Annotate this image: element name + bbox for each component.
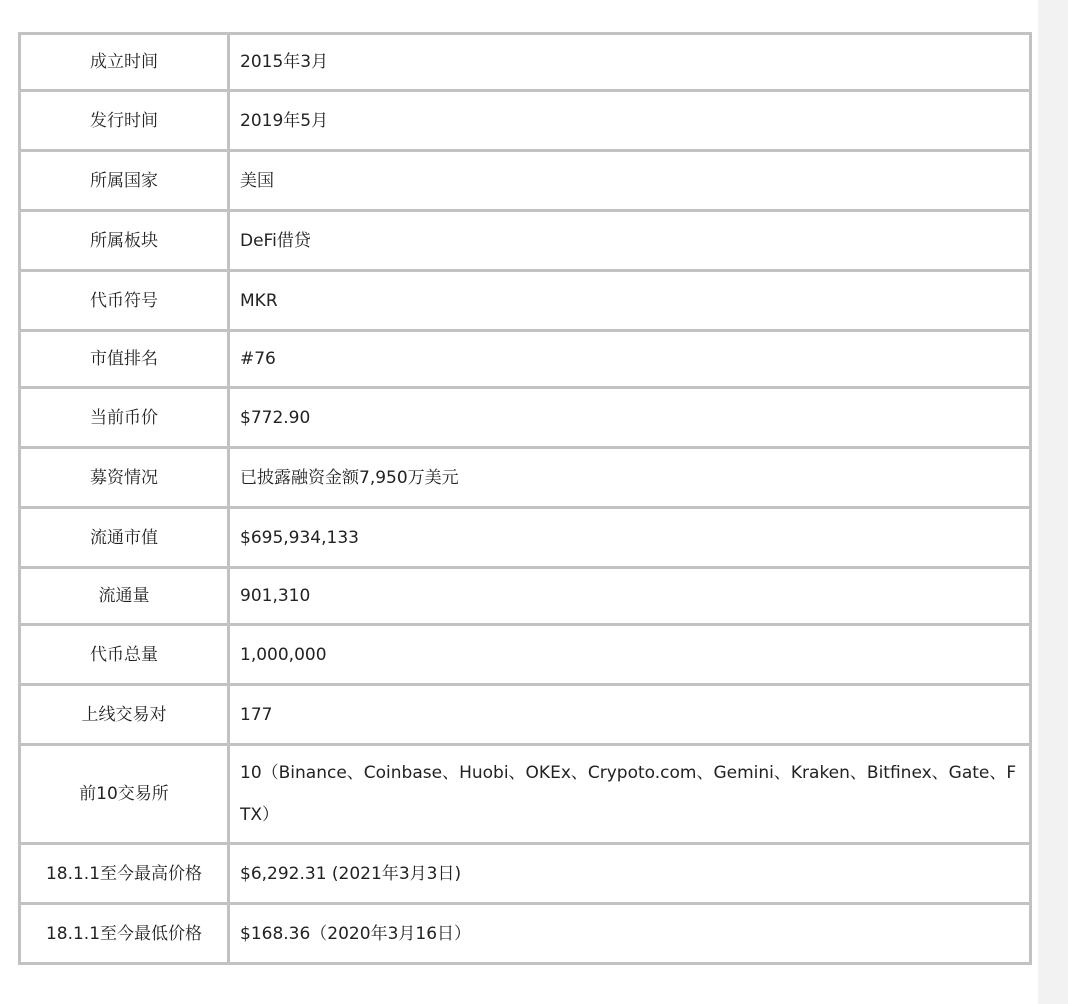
- row-value: $772.90: [229, 388, 1031, 448]
- scrollbar-track: [1038, 0, 1068, 1004]
- row-label: 代币符号: [20, 271, 229, 331]
- row-label: 成立时间: [20, 34, 229, 91]
- table-row: [20, 271, 1031, 331]
- table-row: [20, 331, 1031, 388]
- row-label: 当前币价: [20, 388, 229, 448]
- row-label: 上线交易对: [20, 685, 229, 745]
- table-row: [20, 34, 1031, 91]
- row-value: 2019年5月: [229, 91, 1031, 151]
- row-value: $168.36（2020年3月16日）: [229, 904, 1031, 964]
- row-label: 市值排名: [20, 331, 229, 388]
- row-label: 代币总量: [20, 625, 229, 685]
- table-row: [20, 211, 1031, 271]
- table-row: [20, 745, 1031, 844]
- row-value: 已披露融资金额7,950万美元: [229, 448, 1031, 508]
- row-value: 美国: [229, 151, 1031, 211]
- row-label: 流通量: [20, 568, 229, 625]
- row-value: 2015年3月: [229, 34, 1031, 91]
- row-label: 18.1.1至今最高价格: [20, 844, 229, 904]
- row-value: #76: [229, 331, 1031, 388]
- table-row: [20, 151, 1031, 211]
- row-label: 发行时间: [20, 91, 229, 151]
- table-row: [20, 904, 1031, 964]
- table-row: [20, 388, 1031, 448]
- row-value: DeFi借贷: [229, 211, 1031, 271]
- table-row: [20, 844, 1031, 904]
- table-row: [20, 625, 1031, 685]
- row-label: 流通市值: [20, 508, 229, 568]
- row-label: 18.1.1至今最低价格: [20, 904, 229, 964]
- row-value: $6,292.31 (2021年3月3日): [229, 844, 1031, 904]
- table-row: [20, 448, 1031, 508]
- row-value: MKR: [229, 271, 1031, 331]
- row-value: 177: [229, 685, 1031, 745]
- info-table: [18, 32, 1032, 965]
- row-value: 1,000,000: [229, 625, 1031, 685]
- row-value: 10（Binance、Coinbase、Huobi、OKEx、Crypoto.com、Gemini、Kraken、Bitfinex、Gate、FTX）: [229, 745, 1031, 844]
- row-label: 前10交易所: [20, 745, 229, 844]
- table-row: [20, 91, 1031, 151]
- row-label: 募资情况: [20, 448, 229, 508]
- row-label: 所属板块: [20, 211, 229, 271]
- row-value: 901,310: [229, 568, 1031, 625]
- row-label: 所属国家: [20, 151, 229, 211]
- row-value: $695,934,133: [229, 508, 1031, 568]
- table-row: [20, 568, 1031, 625]
- table-row: [20, 685, 1031, 745]
- table-row: [20, 508, 1031, 568]
